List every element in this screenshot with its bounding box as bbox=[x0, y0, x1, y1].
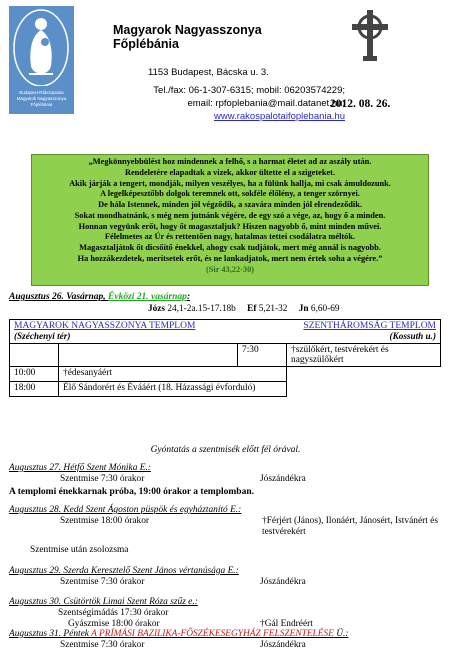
mass-intent: †édesanyáért bbox=[59, 367, 287, 382]
right-intent: †szülőkért, testvérekért és nagyszülőkért bbox=[287, 344, 441, 367]
reading-book: Józs bbox=[148, 304, 166, 314]
quote-line: Sokat mondhatnánk, s még nem jutnánk végére, de egy szó a vége, az, hogy ő a minden. bbox=[74, 210, 386, 220]
church-name: Magyarok Nagyasszonya Főplébánia bbox=[113, 23, 262, 51]
left-church-name: MAGYAROK NAGYASSZONYA TEMPLOM bbox=[14, 321, 196, 331]
table-row bbox=[10, 382, 441, 397]
mass-time-text: Szentmise 7:30 órakor bbox=[60, 640, 145, 650]
scripture-quote-box bbox=[31, 154, 429, 286]
choir-announcement: A templomi énekkarnak próba, 19:00 órakor a templomban. bbox=[9, 487, 254, 497]
day-title: Augusztus 29. Szerda Keresztelő Szent János vértanúsága E.: bbox=[9, 566, 239, 576]
right-church-place: (Kossuth u.) bbox=[389, 331, 436, 341]
left-church-header bbox=[10, 320, 238, 344]
mass-intent-text: Jószándékra bbox=[260, 640, 306, 650]
sunday-colon: : bbox=[186, 292, 191, 302]
bulletin-date: 2012. 08. 26. bbox=[330, 98, 391, 110]
logo-caption-2: Magyarok Nagyasszonya bbox=[16, 96, 67, 101]
quote-line: „Megkönnyebbülést hoz mindennek a felhő, s a harmat életet ad az aszály után. bbox=[88, 157, 372, 166]
adoration-text: Szentségimádás 17:30 órakor bbox=[58, 608, 169, 618]
reading-book: Jn bbox=[298, 304, 309, 314]
email-line: email: rpfoplebania@mail.datanet.hu; bbox=[187, 98, 345, 109]
contact-block bbox=[105, 84, 345, 123]
day-title: Augusztus 30. Csütörtök Limai Szent Róza szűz e.: bbox=[9, 597, 198, 607]
logo-caption-1: Budapest-Rákospalota bbox=[19, 90, 64, 95]
day-title-start: Augusztus 31. Péntek bbox=[9, 629, 92, 639]
day-title bbox=[9, 629, 349, 639]
quote-line: De hála Istennek, minden jól végződik, a szavára minden jól elrendeződik. bbox=[98, 200, 362, 209]
day-title-end: Ü.: bbox=[333, 629, 349, 639]
day-title: Augusztus 28. Kedd Szent Ágoston püspök és egyháztanító E.: bbox=[9, 505, 242, 515]
right-church-name: SZENTHÁROMSÁG TEMPLOM bbox=[303, 321, 436, 331]
mass-intent: Élő Sándorért és Évááért (18. Házassági évforduló) bbox=[59, 382, 287, 397]
reading-book: Ef bbox=[247, 304, 257, 314]
website-link[interactable]: www.rakospalotaifoplebania.hu bbox=[214, 111, 345, 122]
quote-line: Ha hozzákezdetek, merítsetek erőt, és ne lankadjatok, mert nem értek soha a végére.” bbox=[77, 253, 383, 263]
reading-ref: 5,21-32 bbox=[258, 304, 288, 314]
mass-time-text: Szentmise 7:30 órakor bbox=[60, 577, 145, 587]
right-church-header bbox=[238, 320, 441, 344]
mass-time-text: Gyászmise 18:00 órakor bbox=[68, 619, 160, 629]
mass-extra-text: Szentmise után zsolozsma bbox=[30, 545, 129, 555]
quote-line: Rendeletére elapadtak a vizek, akkor ültette el a szigeteket. bbox=[124, 167, 336, 177]
mass-intent-text: †Gál Endréért bbox=[260, 619, 313, 629]
address: 1153 Budapest, Bácska u. 3. bbox=[148, 67, 269, 78]
quote-line: A legelképesztőbb dolgok teremnek ott, sokféle élőlény, a tenger szörnyei. bbox=[100, 189, 360, 199]
phone-line: Tel./fax: 06-1-307-6315; mobil: 06203574229; bbox=[153, 85, 345, 96]
mass-time: 10:00 bbox=[10, 367, 59, 382]
mass-time: 18:00 bbox=[10, 382, 59, 397]
quote-reference: (Sir 43,22-30) bbox=[205, 264, 255, 274]
table-row bbox=[10, 367, 441, 382]
mass-time-text: Szentmise 18:00 órakor bbox=[60, 516, 150, 526]
sunday-name: Évközi 21. vasárnap bbox=[108, 292, 187, 302]
logo-caption-3: Főplébánia bbox=[30, 102, 53, 107]
sunday-heading bbox=[9, 292, 190, 302]
readings bbox=[148, 304, 340, 314]
mass-intent-text: Jószándékra bbox=[260, 474, 306, 484]
quote-line: Honnan vegyünk erőt, hogy őt magasztaljuk? Hiszen nagyobb ő, mint minden művei. bbox=[78, 221, 382, 231]
mass-intent-text: †Férjért (János), Ilonáért, Jánosért, Istvánért és testvérekért bbox=[262, 516, 438, 537]
quote-line: Akik járják a tengert, mondják, milyen veszélyes, ha a fülünk hallja, mi csak ámuldozunk. bbox=[69, 178, 391, 188]
right-time: 7:30 bbox=[238, 344, 287, 367]
day-title-feast: A PRÍMÁSI BAZILIKA-FŐSZÉKESEGYHÁZ FELSZENTELÉSE bbox=[91, 629, 334, 639]
reading-ref: 6,60-69 bbox=[310, 304, 340, 314]
left-church-place: (Széchenyi tér) bbox=[14, 331, 71, 341]
quote-line: Félelmetes az Úr és rettentően nagy, hatalmas tettei csodálatra méltók. bbox=[104, 232, 356, 242]
mass-schedule-table bbox=[9, 319, 441, 397]
confession-note: Gyóntatás a szentmisék előtt fél órával. bbox=[150, 445, 301, 455]
quote-line: Magasztaljátok őt dicsőítő énekkel, ahogy csak tudjátok, mert még annál is nagyobb. bbox=[79, 243, 381, 252]
table-row bbox=[10, 344, 441, 367]
sunday-date: Augusztus 26. Vasárnap, bbox=[9, 292, 109, 302]
madonna-icon bbox=[9, 6, 74, 86]
celtic-cross-icon bbox=[348, 8, 392, 62]
mass-intent-text: Jószándékra bbox=[260, 577, 306, 587]
reading-ref: 24,1-2a.15-17.18b bbox=[167, 304, 236, 314]
mass-time-text: Szentmise 7:30 órakor bbox=[60, 474, 145, 484]
parish-logo bbox=[9, 6, 74, 114]
day-title: Augusztus 27. Hétfő Szent Mónika E.: bbox=[9, 463, 151, 473]
